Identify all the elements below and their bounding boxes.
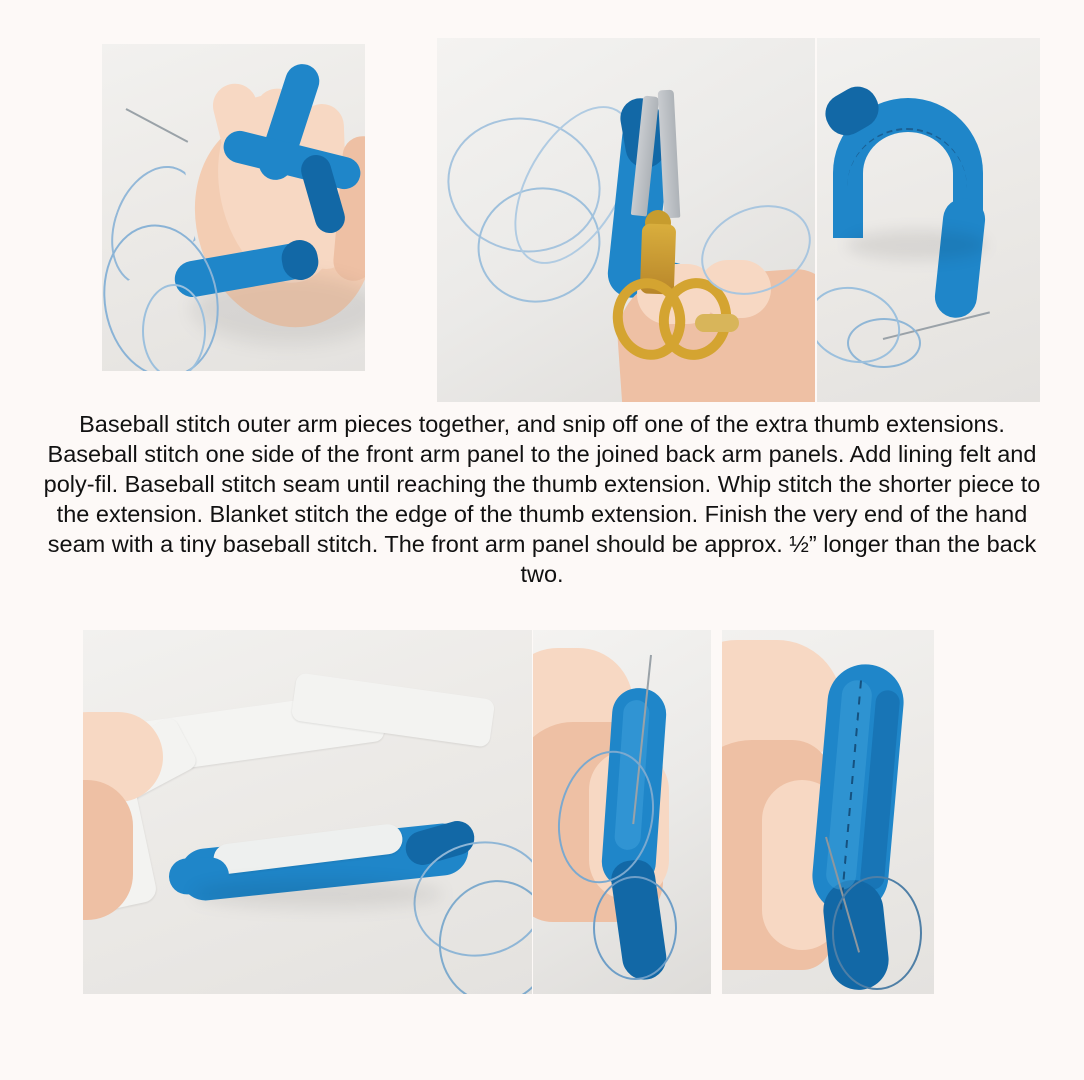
photo-white-lining-felt — [83, 630, 532, 994]
caption-block — [28, 409, 1056, 589]
photo-stitching-seam — [533, 630, 711, 994]
caption-paragraph-2: Baseball stitch one side of the front arm panel to the joined back arm panels. Add lining felt and poly-fil. Baseball stitch seam until reaching the thumb extension. Whip stitch the shorter piece to the extension. Blanket stitch the edge of the thumb extension. Finish the very end of the hand seam with a tiny baseball stitch. The front arm panel should be approx. ½” longer than the back two. — [43, 441, 1041, 587]
photo-hand-felt-strips — [102, 44, 365, 371]
caption-paragraph-1: Baseball stitch outer arm pieces together, and snip off one of the extra thumb extensions. — [79, 411, 1005, 437]
photo-stitched-piece — [817, 38, 1040, 402]
photo-finished-arm — [722, 630, 934, 994]
photo-scissors-snip — [437, 38, 815, 402]
